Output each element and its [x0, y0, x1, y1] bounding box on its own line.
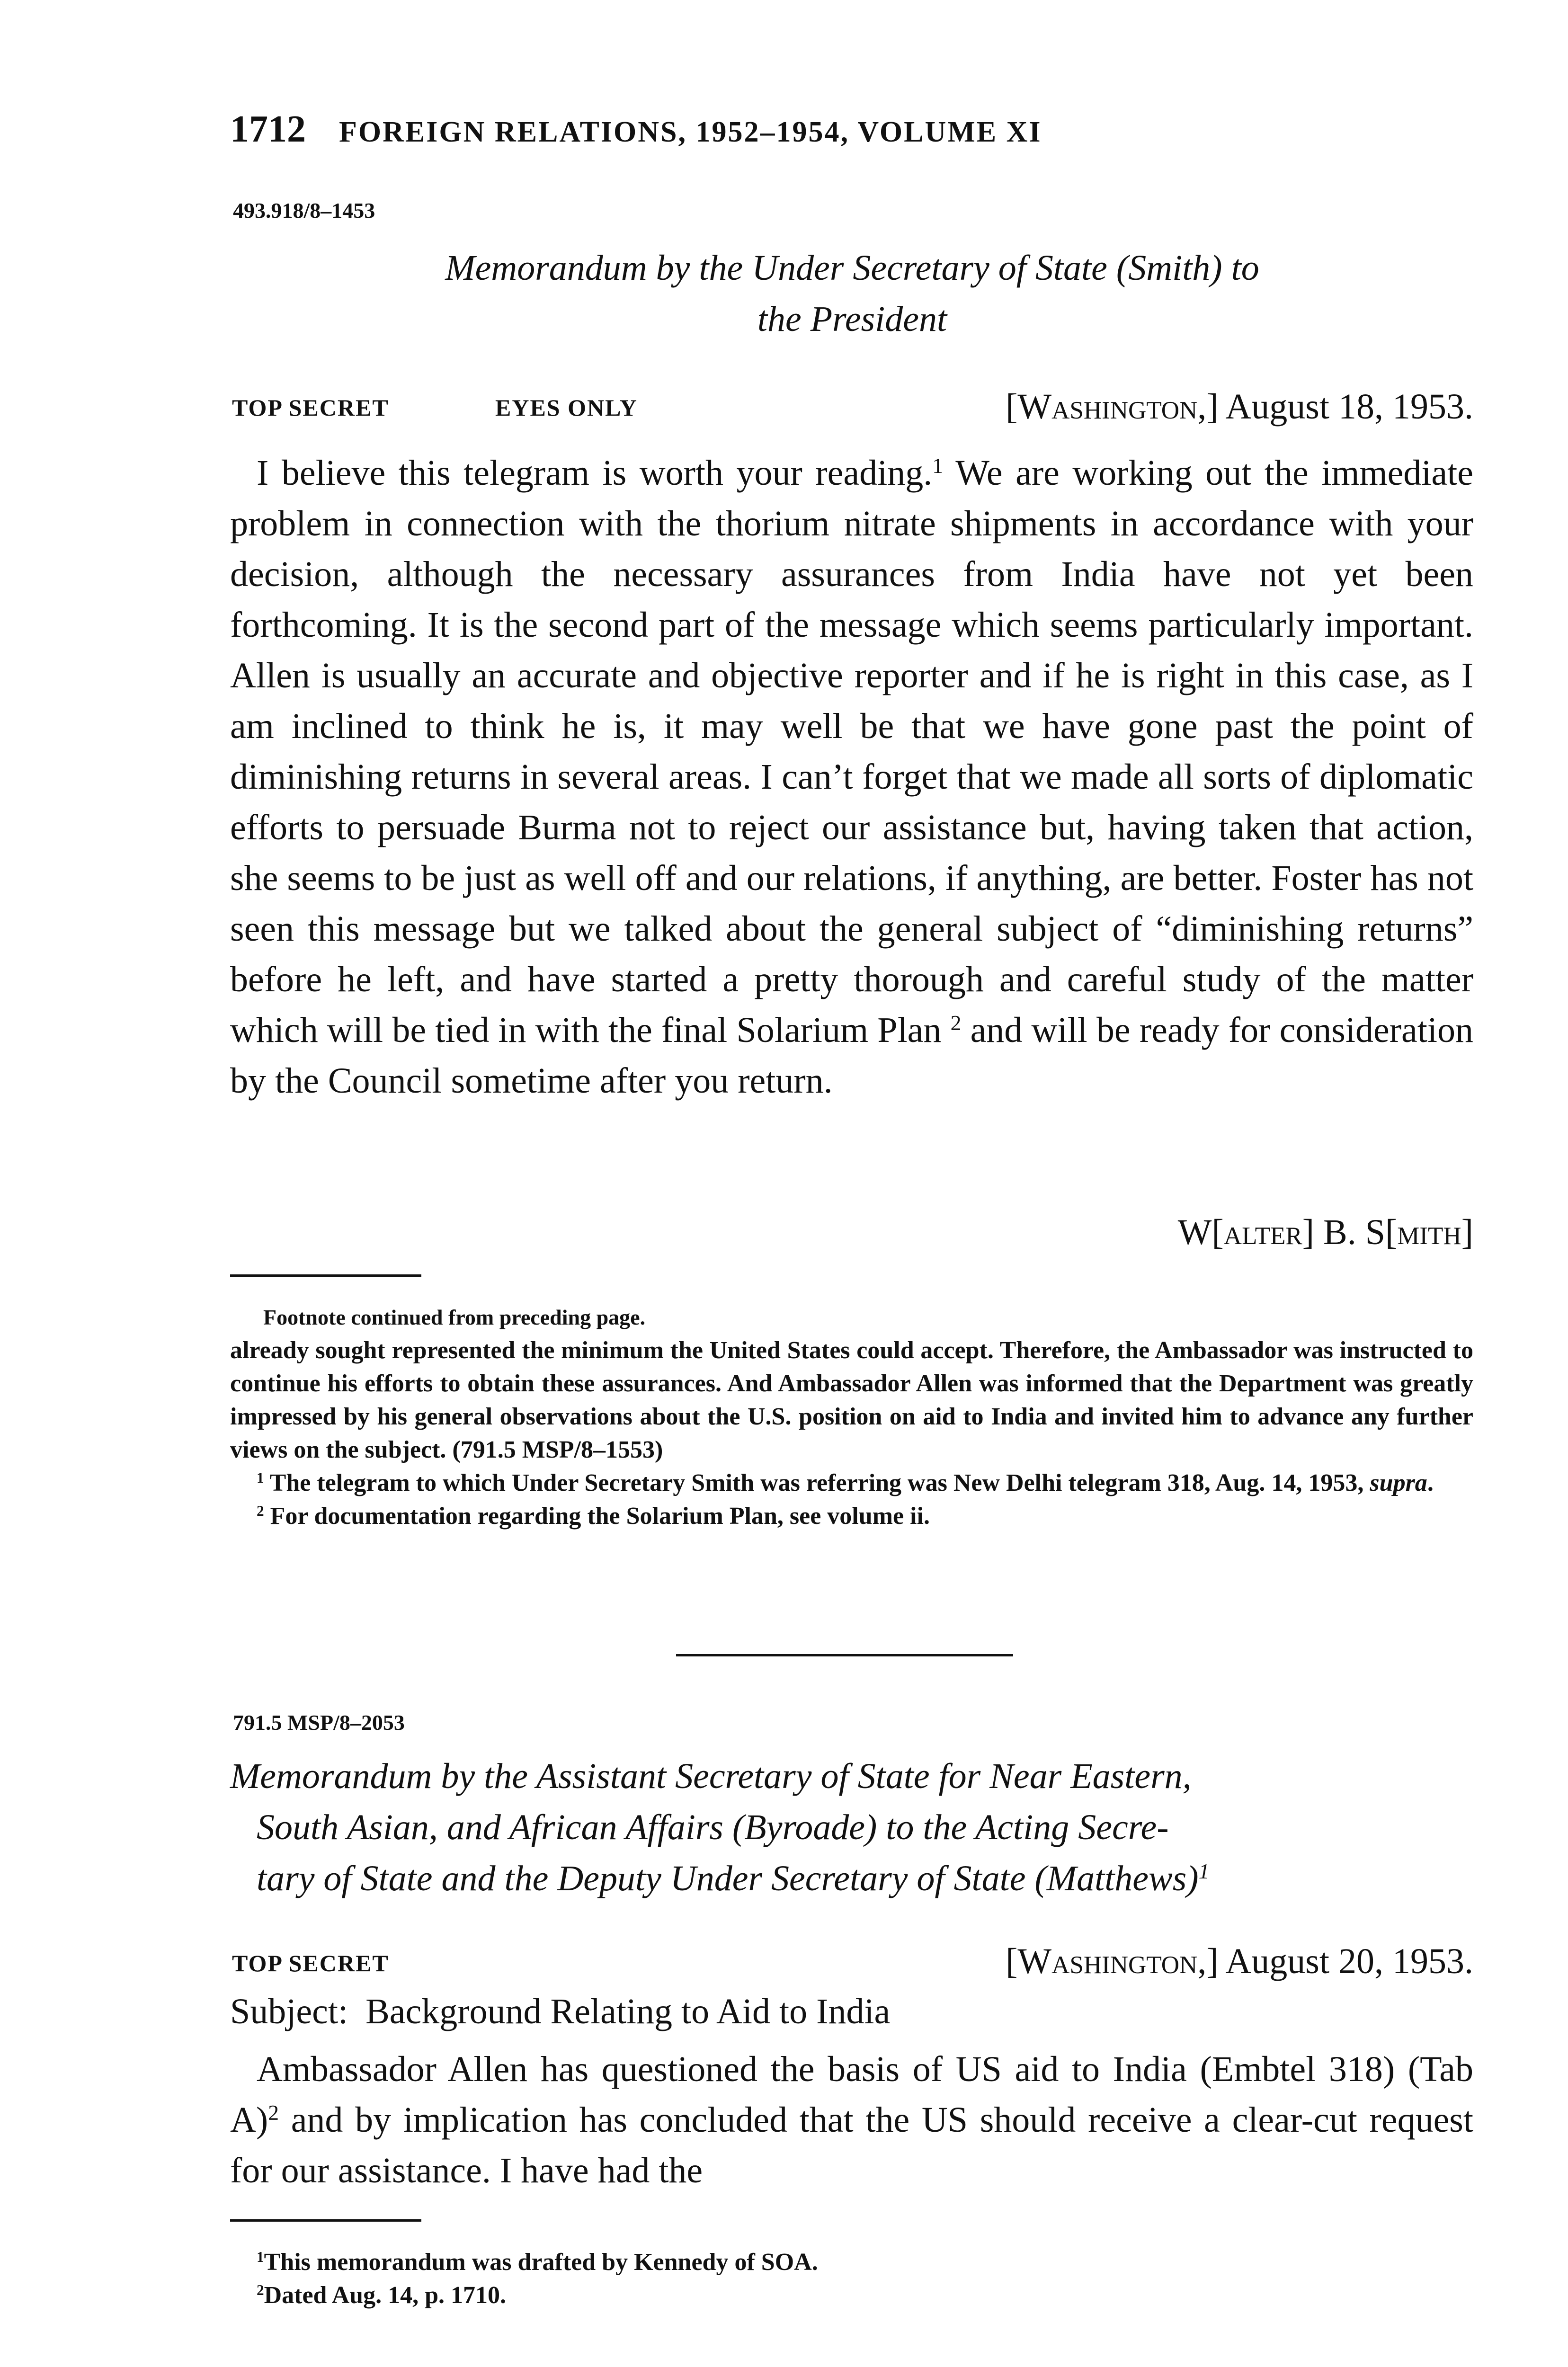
doc2-subject-line [230, 1991, 890, 2032]
doc1-file-number: 493.918/8–1453 [233, 198, 375, 222]
doc2-title [230, 1751, 1473, 1904]
doc2-footnote-ref-2[interactable]: 2 [268, 2100, 279, 2125]
running-head [230, 108, 1042, 151]
doc1-footnote-ref-2[interactable]: 2 [950, 1010, 962, 1035]
doc1-classification: TOP SECRET [232, 394, 389, 421]
doc2-file-number: 791.5 MSP/8–2053 [233, 1710, 405, 1735]
doc1-title-line2: the President [757, 299, 947, 339]
footnotes-doc2 [230, 2246, 1473, 2312]
doc2-place: [Washington,] [1006, 1941, 1219, 1981]
volume-title: FOREIGN RELATIONS, 1952–1954, VOLUME XI [339, 116, 1042, 148]
doc2-classification: TOP SECRET [232, 1950, 389, 1976]
doc1-body [230, 448, 1473, 1106]
doc1-date: August 18, 1953. [1225, 387, 1473, 427]
doc2-title-line2: South Asian, and African Affairs (Byroade) to the Acting Secre- [257, 1807, 1169, 1847]
doc1-body-part2: We are working out the immediate problem in connection with the thorium nitrate shipments in accordance with your decision, although the necessary assurances from India have not yet been forthcoming. It is the second part of the message which seems particularly important. Allen is usually an accurate and objective reporter and if he is right in this case, as I am inclined to think he is, it may well be that we have gone past the point of diminishing returns in several areas. I can’t forget that we made all sorts of diplomatic efforts to persuade Burma not to reject our assistance but, having taken that action, she seems to be just as well off and our relations, if anything, are better. Foster has not seen this message but we talked about the general subject of “diminishing returns” before he left, and have started a pretty thorough and careful study of the matter which will be tied in with the final Solarium Plan [230, 453, 1474, 1050]
footnote-2: $^2$ For documentation regarding the Solarium Plan, see volume ii. [257, 1502, 930, 1530]
doc2-body: Ambassador Allen has questioned the basis of US aid to India (Embtel 318) (Tab A)$^2$ and by implication has concluded that the US should receive a clear-cut request for our assistance. I have had the [230, 2049, 1473, 2190]
doc1-signature: W[alter] B. S[mith] [1177, 1212, 1473, 1252]
footnote-continued-label: Footnote continued from preceding page. [263, 1305, 646, 1329]
doc2-footnote-1: $^1$This memorandum was drafted by Kennedy of SOA. [257, 2248, 818, 2276]
doc2-subject-label: Subject: [230, 1992, 348, 2031]
footnote-continued-text: already sought represented the minimum the United States could accept. Therefore, the Ambassador was instructed to continue his efforts to obtain these assurances. And Ambassador Allen was informed that the Department was greatly impressed by his general observations about the U.S. position on aid to India and invited him to advance any further views on the subject. (791.5 MSP/8–1553) [230, 1337, 1473, 1463]
doc2-title-line3: tary of State and the Deputy Under Secretary of State (Matthews)$^1$ [257, 1859, 1210, 1898]
doc1-handling: EYES ONLY [495, 394, 638, 421]
footnotes-doc1 [230, 1334, 1473, 1533]
footnote-rule-2 [230, 2219, 421, 2222]
doc2-subject: Background Relating to Aid to India [365, 1992, 891, 2031]
doc1-footnote-ref-1[interactable]: 1 [932, 453, 944, 478]
doc1-dateline [1006, 386, 1473, 427]
doc1-body-part1: I believe this telegram is worth your reading. [257, 453, 933, 493]
doc1-body-part3: and will be ready for consideration by the Council sometime after you return. [230, 1010, 1473, 1101]
doc1-place: [Washington,] [1006, 387, 1219, 427]
doc2-title-footnote-ref[interactable]: 1 [1198, 1859, 1210, 1883]
footnote-1: $^1$ The telegram to which Under Secretary Smith was referring was New Delhi telegram 318, Aug. 14, 1953, supra. [257, 1469, 1434, 1496]
page-number: 1712 [230, 108, 306, 150]
section-divider [676, 1654, 1013, 1656]
doc1-title [232, 242, 1472, 345]
doc2-footnote-2: $^2$Dated Aug. 14, p. 1710. [257, 2281, 506, 2309]
doc2-dateline [1006, 1941, 1473, 1982]
doc2-title-line1: Memorandum by the Assistant Secretary of State for Near Eastern, [230, 1756, 1192, 1796]
footnote-rule [230, 1274, 421, 1277]
doc2-date: August 20, 1953. [1225, 1941, 1473, 1981]
doc1-title-line1: Memorandum by the Under Secretary of State (Smith) to [445, 248, 1259, 288]
